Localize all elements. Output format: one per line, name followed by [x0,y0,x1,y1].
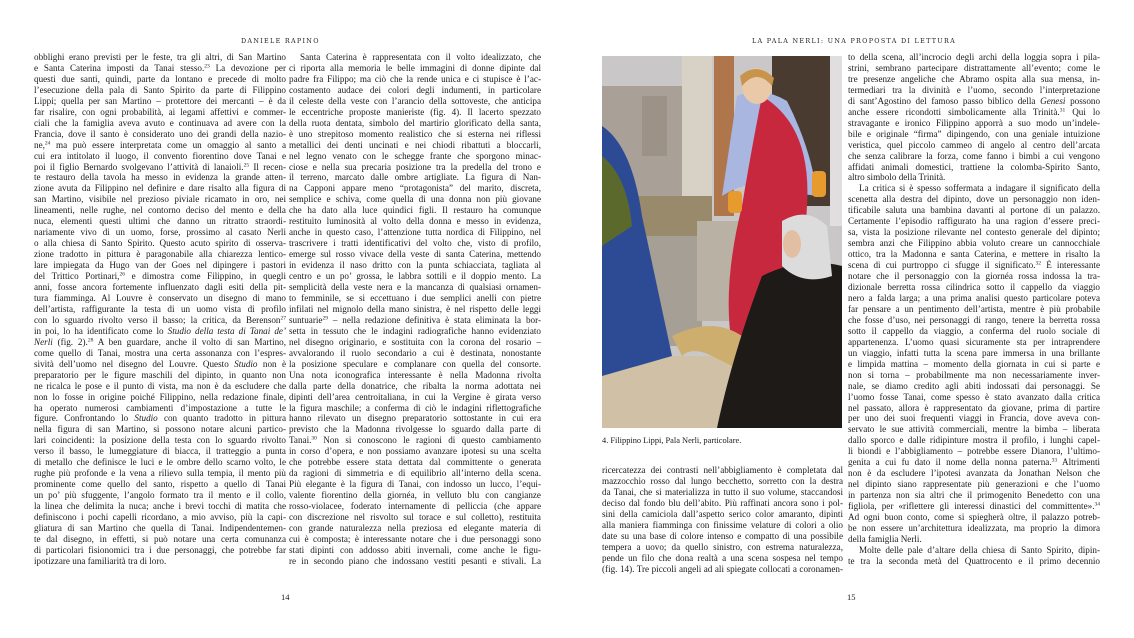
text-line: il celeste della veste con l’arancio della sottoveste, che anticipa [289,95,541,106]
painting-sleeve [728,191,742,213]
text-line: che ha dato alla luce quindici figli. Il restauro ha comunque [289,205,541,216]
painting-donor-face [783,230,801,258]
page-number-right: 15 [847,592,856,602]
text-line: Francia, dove il santo è considerato uno dei grandi della nazio- [34,128,286,139]
painting-image [602,56,842,428]
text-line: del Trittico Portinari,$^{26}$ e dimostra come Filippino, in quegli [34,271,286,282]
text-line: ciali che la famiglia aveva avuto e continuava ad avere con la [34,117,286,128]
footnote-ref: 26 [119,271,125,278]
text-line: infilati nel mignolo della mano sinistra, è nel rispetto delle leggi [289,303,541,314]
page-number-left: 14 [281,592,290,602]
text-line: alla maniera fiamminga con finissime velature di colori a olio [602,519,843,530]
text-line: sività dell’uomo nel disegno del Louvre. Questo Studio non è [34,358,286,369]
text-line: la posizione speculare e complanare con quella del consorte. [289,358,541,369]
figure-caption: 4. Filippino Lippi, Pala Nerli, particolare. [602,436,742,445]
text-line: nella figura di san Martino, si possono notare alcuni partico- [34,424,286,435]
right-page-column-1 [602,465,843,575]
text-line: suntuarie$^{29}$ – nella redazione definitiva è stata eliminata la bor- [289,314,541,325]
text-line: di sant’Agostino del famoso passo biblico della Genesi possono [848,95,1100,106]
text-line: san Martino, visibile nel prezioso piviale ricamato in oro, nei [34,194,286,205]
right-page-column-2 [848,52,1100,567]
text-line: ne ricalca le pose e il punto di vista, ma non è da escludere che [34,380,286,391]
text-line: na Capponi appare meno “protagonista” del marito, discreta, [289,183,541,194]
running-head-left: DANIELE RAPINO [241,37,320,45]
text-line: con grande naturalezza nella preziosa ed elegante materia di [289,522,541,533]
text-line: l’esecuzione della pala di Santo Spirito da parte di Filippino [34,84,286,95]
text-line: appartenenza. L’uomo quasi sicuramente sta per intraprendere [848,336,1100,347]
text-line: (fig. 14). Tre piccoli angeli ad ali spiegate collocati a coronamen- [602,563,843,574]
footnote-ref: 23 [204,63,210,70]
text-line: rosso-violacee, foderato internamente di pelliccia (che appare [289,501,541,512]
text-line: previsto che la Madonna rivolgesse lo sguardo dalla parte di [289,424,541,435]
text-line: lineamenti, nelle rughe, nel contorno deciso del mento e della [34,205,286,216]
footnote-ref: 28 [87,337,94,344]
text-line: di metallo che definisce le luci e le ombre dello scarno volto, le [34,457,286,468]
text-line: anche in questo caso, l’attenzione tutta nordica di Filippino, nel [289,227,541,238]
text-line: ha operato numerosi cambiamenti d’impostazione a tutte le [34,402,286,413]
text-line: ci riporta alla memoria le belle immagini di donne dipinte dal [289,62,541,73]
text-line: deciso dal fondo blu dell’abito. Più raffinati ancora sono i pol- [602,497,843,508]
painting-curtain [830,56,842,226]
text-line: un viaggio, infatti tutta la scena pare immersa in una brillante [848,347,1100,358]
text-line: zione tradotto in pittura è paragonabile alla chiarezza lentico- [34,249,286,260]
text-line: sotto il cappello da viaggio, a conferma del ruolo sociale di [848,325,1100,336]
text-line: valente fiorentino della giornéa, in velluto blu con cangianze [289,490,541,501]
text-line: che potrebbe essere stata dettata dal committente o generata [289,457,541,468]
text-line: tificabile saluta una bambina davanti al portone di un palazzo. [848,205,1100,216]
painting-tower [642,96,667,156]
text-line: termediari tra la divinità e l’uomo, secondo l’interpretazione [848,84,1100,95]
text-line: cui è composta; è interessante notare che i due personaggi sono [289,533,541,544]
text-line: poi il figlio Bernardo svolgevano l’attività di lanaioli.$^{25}$ Il recen- [34,161,286,172]
text-line: nel passato, allora è rappresentato da giovane, prima di partire [848,402,1100,413]
text-line: sa, vista la posizione rilevante nel contesto generale del dipinto; [848,227,1100,238]
text-line: ricercatezza dei contrasti nell’abbigliamento è completata dal [602,465,843,475]
text-line: rughe più profonde e la vena a rilievo sulla tempia, il mento più [34,468,286,479]
text-line: li biondi e l’abbigliamento – potrebbe essere Dianora, l’ultimo- [848,446,1100,457]
text-line: notare che il personaggio con la giornéa rossa indossa la tra- [848,271,1100,282]
text-line: tre presenze angeliche che Abramo ospita alla sua mensa, in- [848,73,1100,84]
text-line: nale, se diamo credito agli abiti indossati dai personaggi. Se [848,380,1100,391]
text-line: nuca, elementi questi ultimi che danno un ritratto straordi- [34,216,286,227]
text-line: e Santa Caterina imposti da Tanai stesso.$^{23}$ La devozione per [34,62,286,73]
text-line: te dal disegno, in effetti, si può notare una certa comunanza [34,533,286,544]
text-line: dizionale berretta rossa cilindrica sotto il cappello da viaggio [848,282,1100,293]
text-line: preparatorio per le figure maschili del dipinto, in quanto non [34,369,286,380]
text-line: anni, fosse ancora fortemente influenzato dagli esiti della pit- [34,282,286,293]
text-line: to della scena, all’incrocio degli archi della loggia sopra i pila- [848,52,1100,62]
footnote-ref: 25 [243,162,250,169]
text-line: dell’artista, raffigurante la testa di un uomo vista di profilo [34,303,286,314]
text-line: Lippi; quella per san Martino – protettore dei mercanti – è da [34,95,286,106]
text-line: il terreno, marcato dalle ombre artigliate. La figura di Nan- [289,172,541,183]
text-line: strini, sembrano partecipare distrattamente all’evento; come le [848,62,1100,73]
text-line: tempera a uovo; da quello sinistro, con estrema naturalezza, [602,541,843,552]
text-line: che senza calibrare la forza, come fanno i bimbi a cui vengono [848,150,1100,161]
text-line: e limpida mattina – momento della giornata in cui si parte e [848,358,1100,369]
text-line: definiscono i pochi capelli ricordano, a mio avviso, più la capi- [34,512,286,523]
text-line: non si torna – probabilmente ma non necessariamente inver- [848,369,1100,380]
text-line: costamento audace dei colori degli indumenti, in particolare [289,84,541,95]
text-line: la linea che delimita la nuca; anche i brevi tocchi di matita che [34,501,286,512]
text-line: to femminile, se si eccettuano i due semplici anelli con pietre [289,292,541,303]
text-line: ottico, tra la Madonna e santa Caterina, e mettere in risalto la [848,249,1100,260]
text-line: per uno dei suoi frequenti viaggi in Francia, dove aveva con- [848,413,1100,424]
text-line: lare impiegata da Hugo van der Goes nel dipingere i pastori [34,260,286,271]
text-line: hanno rilevato un disegno preparatorio sottostante in cui era [289,413,541,424]
text-line: un po’ più sfuggente, l’angolo formato tra il mento e il collo, [34,490,286,501]
text-line: Ad ogni buon conto, come si spiegherà oltre, il palazzo potreb- [848,512,1100,523]
text-line: veristica, quel piccolo cammeo di angelo al centro dell’arcata [848,139,1100,150]
text-line: verso il basso, le lumeggiature di biacca, il tratteggio a punta [34,446,286,457]
text-line: affidati animali domestici, trattiene la colomba-Spirito Santo, [848,161,1100,172]
painting-sleeve [812,171,826,197]
text-line: non lo fosse in origine poiché Filippino, nella redazione finale, [34,391,286,402]
text-line: emerge sul rosso vivace della veste di santa Caterina, mettendo [289,249,541,260]
text-line: stravagante e ironico Filippino apporrà a suo modo un’indele- [848,117,1100,128]
text-line: della ruota dentata, simbolo del martirio glorificato della santa, [289,117,541,128]
left-page-column-1 [34,52,286,567]
text-line: in corso d’opera, e non possiamo avanzare ipotesi su una scelta [289,446,541,457]
text-line: stati dipinti con addosso abiti invernali, come anche le figu- [289,544,541,555]
footnote-ref: 33 [1051,457,1058,464]
text-line: Tanai.$^{30}$ Non si conoscono le ragioni di questo cambiamento [289,435,541,446]
text-line: Molte delle pale d’altare della chiesa di Santo Spirito, dipin- [859,544,1100,555]
text-line: centro e un po’ grossa, le labbra sottili e il doppio mento. La [289,271,541,282]
text-line: di particolari fisionomici tra i due personaggi, che potrebbe far [34,544,286,555]
text-line: sembra anzi che Filippino abbia voluto creare un cannocchiale [848,238,1100,249]
text-line: ne,$^{24}$ ma può essere interpretata come un omaggio al santo a [34,139,286,150]
text-line: pende un filo che dona realtà a una scena sospesa nel tempo [602,552,843,563]
text-line: semplicità della veste nera e la mancanza di qualsiasi ornamen- [289,282,541,293]
figure-painting [602,56,842,428]
text-line: è uno strepitoso momento realistico che si esterna nei riflessi [289,128,541,139]
text-line: scena di cui purtroppo ci sfugge il significato.$^{32}$ È interessante [848,260,1100,271]
text-line: zione avuta da Filippino nel definire e dare risalto alla figura di [34,183,286,194]
footnote-ref: 34 [1094,501,1100,508]
text-line: dalla parte della donatrice, che ribalta la norma adottata nei [289,380,541,391]
text-line: in poi, lo ha identificato come lo Studio della testa di Tanai de’ [34,325,286,336]
text-line: della famiglia Nerli. [848,533,922,544]
running-head-right: LA PALA NERLI: UNA PROPOSTA DI LETTURA [752,37,957,45]
text-line: con discrezione nel risvolto sul torace e sul colletto), restituita [289,512,541,523]
footnote-ref: 31 [1059,107,1066,114]
text-line: figliola, per «riflettere gli interessi dinastici del committente».$^{34}$ [848,501,1100,512]
text-line: da Tanai, che si materializza in tutto il suo volume, staccandosi [602,486,843,497]
text-line: o alla chiesa di Santo Spirito. Questo acuto spirito di osserva- [34,238,286,249]
text-line: setta in tessuto che le indagini radiografiche hanno evidenziato [289,325,541,336]
text-line: servato le sue attività commerciali, mentre la bimba – liberata [848,424,1100,435]
text-line: dallo sporco e dalle ridipinture mostra il profilo, i lunghi capel- [848,435,1100,446]
text-line: altro simbolo della Trinità. [848,172,946,183]
text-line: padre fra Filippo; ma ciò che la rende unica e ci stupisce è l’ac- [289,73,541,84]
text-line: nel dipinto siano rappresentate più generazioni e che l’uomo [848,479,1100,490]
text-line: Certamente l’episodio raffigurato ha una ragion d’essere preci- [848,216,1100,227]
text-line: obblighi erano previsti per le feste, tra gli altri, di San Martino [34,52,286,62]
text-line: avvalorando il ruolo secondario a cui è destinata, nonostante [289,347,541,358]
text-line: cui era intitolato il luogo, il convento fiorentino dove Tanai e [34,150,286,161]
text-line: far pensare a un pentimento dell’artista, mentre è più probabile [848,303,1100,314]
text-line: in evidenza il naso dritto con la punta schiacciata, tagliata al [289,260,541,271]
text-line: questi due santi, quindi, parte da lontano e precede di molto [34,73,286,84]
text-line: tura fiamminga. Al Louvre è conservato un disegno di mano [34,292,286,303]
text-line: trascrivere i tratti identificativi del volto che, visto di profilo, [289,238,541,249]
painting-building [682,56,712,206]
text-line: prominente come quello del santo, rispetto a quello di Tanai [34,479,286,490]
text-line: metallici dei denti uncinati e nei chiodi ribattuti a bloccarli, [289,139,541,150]
text-line: nero a falda larga; a una prima analisi questo particolare poteva [848,292,1100,303]
text-line: re in secondo piano che indossano vestiti pesanti e stivali. La [289,555,541,566]
text-line: l’uomo fosse Tanai, come spesso è stato avanzato dalla critica [848,391,1100,402]
text-line: ciose e nella sua precaria posizione tra la predella del trono e [289,161,541,172]
footnote-ref: 24 [44,140,51,147]
text-line: bile e originale “firma” dipingendo, con una geniale intuizione [848,128,1100,139]
text-line: non è da escludere l’ipotesi avanzata da Jonathan Nelson che [848,468,1100,479]
text-line: scenetta alla destra del dipinto, dove un personaggio non iden- [848,194,1100,205]
text-line: be non essere un’architettura idealizzata, ma proprio la dimora [848,522,1100,533]
text-line: Nerli (fig. 2).$^{28}$ A ben guardare, anche il volto di san Martino, [34,336,286,347]
text-line: che fosse d’uso, nei personaggi di rango, tenere la berretta rossa [848,314,1100,325]
text-line: nariamente vivo di un uomo, forse, prossimo al casato Nerli [34,227,286,238]
footnote-ref: 32 [1035,260,1041,267]
text-line: mazzocchio rosso dal lungo becchetto, sorretto con la destra [602,475,843,486]
text-line: te restauro della tavola ha messo in evidenza la grande atten- [34,172,286,183]
text-line: sini della camiciola dall’aspetto serico color amaranto, dipinti [602,508,843,519]
text-line: Una nota iconografica interessante è nella Madonna rivolta [289,369,541,380]
footnote-ref: 27 [280,315,286,322]
text-line: Santa Caterina è rappresentata con il volto idealizzato, che [300,52,541,62]
text-line: figure. Confrontando lo Studio con quanto tradotto in pittura [34,413,286,424]
text-line: Più elegante è la figura di Tanai, con indosso un lucco, l’equi- [289,479,541,490]
text-line: nel disegno originario, e sostituita con la corona del rosario – [289,336,541,347]
text-line: restituito luminosità al volto della donna e messo in evidenza, [289,216,541,227]
text-line: te tra la seconda metà del Quattrocento e il primo decennio [848,555,1100,566]
text-line: come quello di Tanai, mostra una certa assonanza con l’espres- [34,347,286,358]
footnote-ref: 29 [322,315,328,322]
text-line: con lo sguardo rivolto verso il basso; la critica, da Berenson$^{27}$ [34,314,286,325]
text-line: genita a cui fu dato il nome della nonna paterna.$^{33}$ Altrimenti [848,457,1100,468]
text-line: in partenza non sia altri che il primogenito Benedetto con una [848,490,1100,501]
text-line: la figura maschile; a conferma di ciò le indagini riflettografiche [289,402,541,413]
text-line: La critica si è spesso soffermata a indagare il significato della [859,183,1100,194]
text-line: anche essere ricondotti simbolicamente alla Trinità.$^{31}$ Qui lo [848,106,1100,117]
text-line: lari coincidenti: la posizione della testa con lo sguardo rivolto [34,435,286,446]
text-line: da ragioni di simmetria e di equilibrio all’interno della scena. [289,468,541,479]
text-line: nel legno venato con le schegge frante che sporgono minac- [289,150,541,161]
text-line: dipinti dell’area centroitaliana, in cui la Vergine è girata verso [289,391,541,402]
text-line: semplice e schiva, come quella di una donna non più giovane [289,194,541,205]
text-line: date su una base di colore intenso e compatto di una possibile [602,530,843,541]
text-line: le eccentriche proposte manieriste (fig. 4). Il lacerto spezzato [289,106,541,117]
text-line: gliatura di san Martino che quella di Tanai. Indipendentemen- [34,522,286,533]
footnote-ref: 30 [311,435,317,442]
text-line: far risalire, con ogni probabilità, ai legami affettivi e commer- [34,106,286,117]
text-line: ipotizzare una familiarità tra di loro. [34,555,167,566]
left-page-column-2 [289,52,541,567]
